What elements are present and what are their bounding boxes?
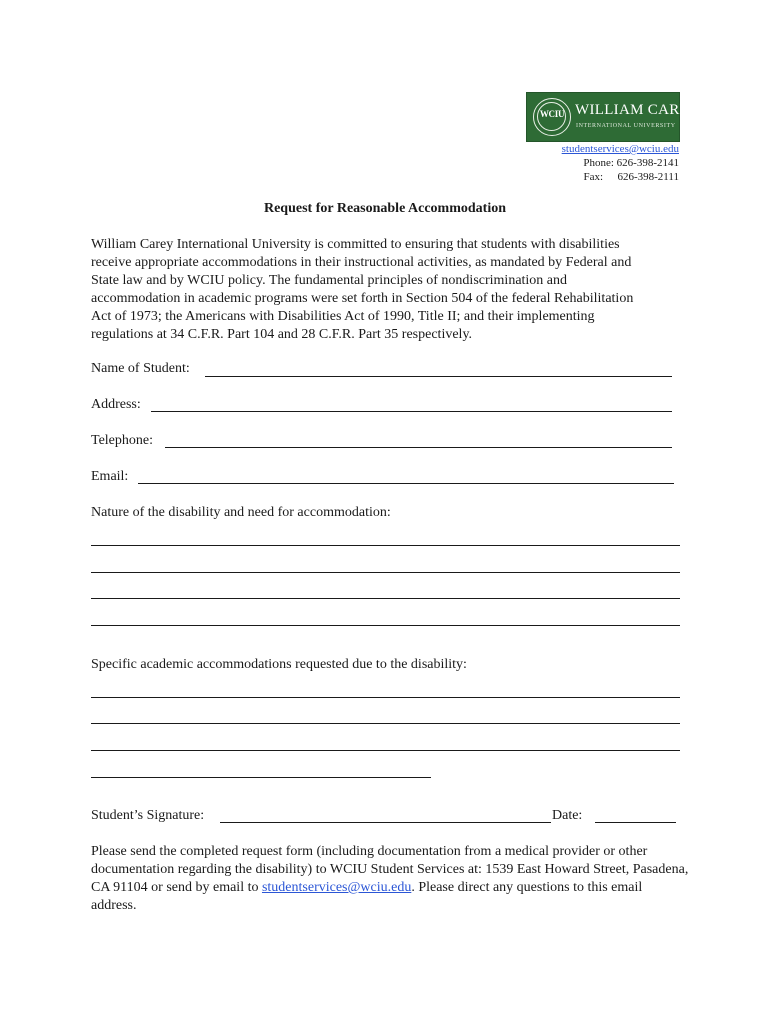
email-label: Email:: [91, 469, 129, 484]
name-field[interactable]: [205, 376, 672, 377]
specific-line-2[interactable]: [91, 723, 680, 724]
date-field[interactable]: [595, 822, 676, 823]
logo-subtitle: INTERNATIONAL UNIVERSITY: [576, 123, 676, 129]
closing-text-before: Please send the completed request form (including documentation from a medical provider or other documentation regarding the disability) to WCIU Student Services at: 1539 East Howard Street, Pasadena, CA 91104 or send by email to: [91, 844, 689, 895]
specific-line-3[interactable]: [91, 750, 680, 751]
contact-block: [562, 142, 679, 184]
nature-line-3[interactable]: [91, 598, 680, 599]
specific-label: Specific academic accommodations requested due to the disability:: [91, 657, 467, 672]
fax-label: Fax:: [583, 171, 604, 183]
seal-icon: [533, 98, 571, 136]
fax-number: 626-398-2111: [617, 171, 679, 183]
signature-field[interactable]: [220, 822, 551, 823]
closing-paragraph: [91, 843, 691, 915]
address-label: Address:: [91, 397, 141, 412]
nature-label: Nature of the disability and need for accommodation:: [91, 505, 391, 520]
logo-name: WILLIAM CAREY: [575, 102, 701, 118]
nature-line-2[interactable]: [91, 572, 680, 573]
contact-phone: Phone: 626-398-2141: [583, 157, 679, 169]
closing-text-after: . Please direct any questions to this email address.: [91, 880, 643, 913]
date-label: Date:: [552, 808, 583, 823]
telephone-label: Telephone:: [91, 433, 153, 448]
telephone-field[interactable]: [165, 447, 672, 448]
intro-paragraph: William Carey International University is committed to ensuring that students with disabilities receive appropriate accommodations in their instructional activities, as mandated by Federal and State law and by WCIU policy. The fundamental principles of nondiscrimination and accommodation in academic programs were set forth in Section 504 of the federal Rehabilitation Act of 1973; the Americans with Disabilities Act of 1990, Title II; and their implementing regulations at 34 C.F.R. Part 104 and 28 C.F.R. Part 35 respectively.: [91, 237, 634, 342]
email-field[interactable]: [138, 483, 674, 484]
address-field[interactable]: [151, 411, 672, 412]
signature-label: Student’s Signature:: [91, 808, 205, 823]
name-label: Name of Student:: [91, 361, 190, 376]
university-logo: [526, 92, 701, 142]
specific-line-4[interactable]: [91, 777, 431, 778]
contact-fax: [562, 170, 679, 184]
specific-line-1[interactable]: [91, 697, 680, 698]
nature-line-4[interactable]: [91, 625, 680, 626]
closing-email-link[interactable]: studentservices@wciu.edu: [261, 880, 412, 895]
seal-text: WCIU: [539, 109, 565, 119]
contact-email-link[interactable]: studentservices@wciu.edu: [561, 143, 679, 155]
nature-line-1[interactable]: [91, 545, 680, 546]
page-title: Request for Reasonable Accommodation: [263, 201, 506, 216]
